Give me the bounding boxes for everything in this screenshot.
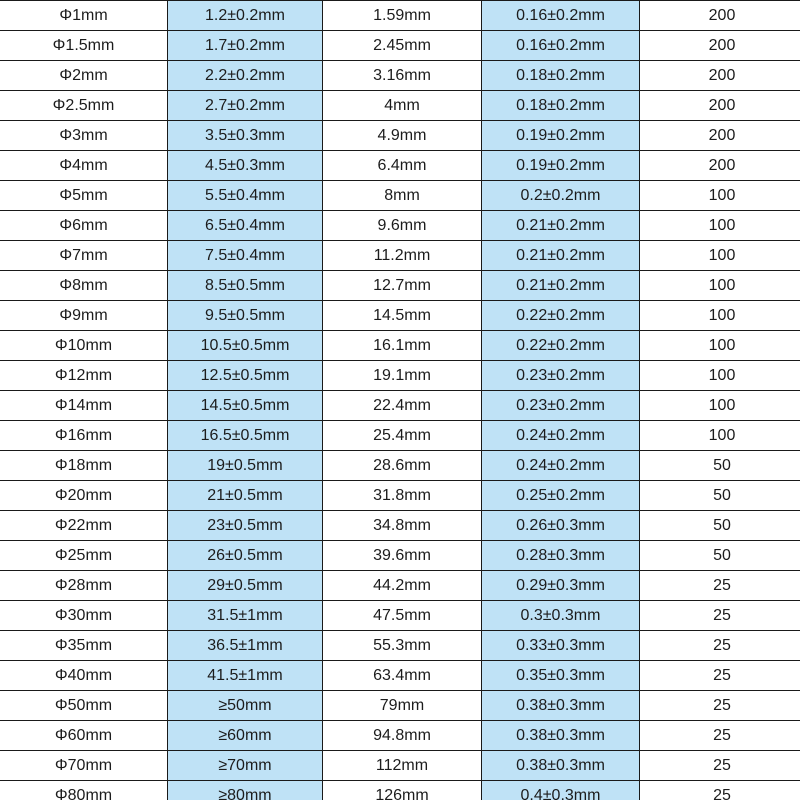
quantity-cell: 100: [640, 301, 800, 331]
thickness-cell: 0.18±0.2mm: [482, 91, 640, 121]
inner-diameter-cell: 1.7±0.2mm: [168, 31, 323, 61]
diameter-cell: Φ1mm: [0, 1, 168, 31]
thickness-cell: 0.29±0.3mm: [482, 571, 640, 601]
thickness-cell: 0.26±0.3mm: [482, 511, 640, 541]
table-row: [0, 271, 800, 301]
diameter-cell: Φ35mm: [0, 631, 168, 661]
quantity-cell: 200: [640, 1, 800, 31]
inner-diameter-cell: ≥70mm: [168, 751, 323, 781]
length-cell: 39.6mm: [323, 541, 482, 571]
table-row: [0, 691, 800, 721]
quantity-cell: 200: [640, 121, 800, 151]
table-row: [0, 31, 800, 61]
quantity-cell: 100: [640, 211, 800, 241]
thickness-cell: 0.19±0.2mm: [482, 151, 640, 181]
quantity-cell: 25: [640, 721, 800, 751]
inner-diameter-cell: 26±0.5mm: [168, 541, 323, 571]
thickness-cell: 0.35±0.3mm: [482, 661, 640, 691]
table-row: [0, 601, 800, 631]
quantity-cell: 100: [640, 421, 800, 451]
inner-diameter-cell: 16.5±0.5mm: [168, 421, 323, 451]
diameter-cell: Φ10mm: [0, 331, 168, 361]
inner-diameter-cell: 14.5±0.5mm: [168, 391, 323, 421]
inner-diameter-cell: 23±0.5mm: [168, 511, 323, 541]
inner-diameter-cell: 4.5±0.3mm: [168, 151, 323, 181]
diameter-cell: Φ22mm: [0, 511, 168, 541]
inner-diameter-cell: 2.7±0.2mm: [168, 91, 323, 121]
length-cell: 25.4mm: [323, 421, 482, 451]
inner-diameter-cell: 36.5±1mm: [168, 631, 323, 661]
quantity-cell: 100: [640, 181, 800, 211]
length-cell: 44.2mm: [323, 571, 482, 601]
inner-diameter-cell: 21±0.5mm: [168, 481, 323, 511]
table-row: [0, 631, 800, 661]
length-cell: 55.3mm: [323, 631, 482, 661]
inner-diameter-cell: 31.5±1mm: [168, 601, 323, 631]
table-row: [0, 1, 800, 31]
inner-diameter-cell: ≥60mm: [168, 721, 323, 751]
diameter-cell: Φ2.5mm: [0, 91, 168, 121]
quantity-cell: 25: [640, 601, 800, 631]
quantity-cell: 50: [640, 511, 800, 541]
inner-diameter-cell: 10.5±0.5mm: [168, 331, 323, 361]
thickness-cell: 0.28±0.3mm: [482, 541, 640, 571]
diameter-cell: Φ3mm: [0, 121, 168, 151]
quantity-cell: 200: [640, 91, 800, 121]
diameter-cell: Φ2mm: [0, 61, 168, 91]
length-cell: 14.5mm: [323, 301, 482, 331]
diameter-cell: Φ60mm: [0, 721, 168, 751]
inner-diameter-cell: 8.5±0.5mm: [168, 271, 323, 301]
diameter-cell: Φ40mm: [0, 661, 168, 691]
inner-diameter-cell: ≥80mm: [168, 781, 323, 800]
table-row: [0, 181, 800, 211]
inner-diameter-cell: 29±0.5mm: [168, 571, 323, 601]
table-row: [0, 151, 800, 181]
diameter-cell: Φ7mm: [0, 241, 168, 271]
length-cell: 4mm: [323, 91, 482, 121]
quantity-cell: 100: [640, 241, 800, 271]
quantity-cell: 25: [640, 631, 800, 661]
thickness-cell: 0.16±0.2mm: [482, 1, 640, 31]
thickness-cell: 0.38±0.3mm: [482, 721, 640, 751]
thickness-cell: 0.19±0.2mm: [482, 121, 640, 151]
quantity-cell: 100: [640, 331, 800, 361]
thickness-cell: 0.21±0.2mm: [482, 241, 640, 271]
diameter-cell: Φ14mm: [0, 391, 168, 421]
quantity-cell: 100: [640, 271, 800, 301]
table-row: [0, 301, 800, 331]
quantity-cell: 100: [640, 391, 800, 421]
thickness-cell: 0.16±0.2mm: [482, 31, 640, 61]
thickness-cell: 0.22±0.2mm: [482, 301, 640, 331]
table-row: [0, 391, 800, 421]
quantity-cell: 100: [640, 361, 800, 391]
diameter-cell: Φ9mm: [0, 301, 168, 331]
quantity-cell: 50: [640, 541, 800, 571]
length-cell: 94.8mm: [323, 721, 482, 751]
length-cell: 63.4mm: [323, 661, 482, 691]
diameter-cell: Φ4mm: [0, 151, 168, 181]
table-row: [0, 421, 800, 451]
inner-diameter-cell: 41.5±1mm: [168, 661, 323, 691]
diameter-cell: Φ8mm: [0, 271, 168, 301]
length-cell: 34.8mm: [323, 511, 482, 541]
table-row: [0, 121, 800, 151]
inner-diameter-cell: 6.5±0.4mm: [168, 211, 323, 241]
length-cell: 19.1mm: [323, 361, 482, 391]
length-cell: 31.8mm: [323, 481, 482, 511]
length-cell: 3.16mm: [323, 61, 482, 91]
table-row: [0, 91, 800, 121]
length-cell: 9.6mm: [323, 211, 482, 241]
diameter-cell: Φ70mm: [0, 751, 168, 781]
inner-diameter-cell: 19±0.5mm: [168, 451, 323, 481]
length-cell: 6.4mm: [323, 151, 482, 181]
diameter-cell: Φ5mm: [0, 181, 168, 211]
thickness-cell: 0.21±0.2mm: [482, 271, 640, 301]
thickness-cell: 0.25±0.2mm: [482, 481, 640, 511]
quantity-cell: 50: [640, 451, 800, 481]
quantity-cell: 25: [640, 691, 800, 721]
table-row: [0, 541, 800, 571]
diameter-cell: Φ12mm: [0, 361, 168, 391]
diameter-cell: Φ1.5mm: [0, 31, 168, 61]
table-row: [0, 481, 800, 511]
thickness-cell: 0.23±0.2mm: [482, 391, 640, 421]
quantity-cell: 200: [640, 31, 800, 61]
length-cell: 11.2mm: [323, 241, 482, 271]
table-row: [0, 781, 800, 800]
thickness-cell: 0.2±0.2mm: [482, 181, 640, 211]
quantity-cell: 50: [640, 481, 800, 511]
table-row: [0, 661, 800, 691]
thickness-cell: 0.22±0.2mm: [482, 331, 640, 361]
quantity-cell: 25: [640, 781, 800, 800]
quantity-cell: 25: [640, 571, 800, 601]
thickness-cell: 0.18±0.2mm: [482, 61, 640, 91]
inner-diameter-cell: 1.2±0.2mm: [168, 1, 323, 31]
table-row: [0, 571, 800, 601]
table-row: [0, 61, 800, 91]
thickness-cell: 0.24±0.2mm: [482, 451, 640, 481]
length-cell: 79mm: [323, 691, 482, 721]
diameter-cell: Φ30mm: [0, 601, 168, 631]
table-row: [0, 331, 800, 361]
thickness-cell: 0.24±0.2mm: [482, 421, 640, 451]
length-cell: 8mm: [323, 181, 482, 211]
thickness-cell: 0.3±0.3mm: [482, 601, 640, 631]
quantity-cell: 25: [640, 661, 800, 691]
thickness-cell: 0.23±0.2mm: [482, 361, 640, 391]
table-row: [0, 751, 800, 781]
inner-diameter-cell: 5.5±0.4mm: [168, 181, 323, 211]
diameter-cell: Φ50mm: [0, 691, 168, 721]
table-row: [0, 451, 800, 481]
diameter-cell: Φ18mm: [0, 451, 168, 481]
thickness-cell: 0.21±0.2mm: [482, 211, 640, 241]
length-cell: 2.45mm: [323, 31, 482, 61]
length-cell: 1.59mm: [323, 1, 482, 31]
length-cell: 112mm: [323, 751, 482, 781]
inner-diameter-cell: 9.5±0.5mm: [168, 301, 323, 331]
quantity-cell: 200: [640, 151, 800, 181]
diameter-cell: Φ28mm: [0, 571, 168, 601]
quantity-cell: 200: [640, 61, 800, 91]
thickness-cell: 0.33±0.3mm: [482, 631, 640, 661]
thickness-cell: 0.38±0.3mm: [482, 751, 640, 781]
length-cell: 28.6mm: [323, 451, 482, 481]
inner-diameter-cell: 3.5±0.3mm: [168, 121, 323, 151]
diameter-cell: Φ20mm: [0, 481, 168, 511]
inner-diameter-cell: 2.2±0.2mm: [168, 61, 323, 91]
thickness-cell: 0.38±0.3mm: [482, 691, 640, 721]
diameter-cell: Φ16mm: [0, 421, 168, 451]
length-cell: 4.9mm: [323, 121, 482, 151]
length-cell: 12.7mm: [323, 271, 482, 301]
table-row: [0, 241, 800, 271]
inner-diameter-cell: 12.5±0.5mm: [168, 361, 323, 391]
inner-diameter-cell: ≥50mm: [168, 691, 323, 721]
length-cell: 47.5mm: [323, 601, 482, 631]
table-row: [0, 721, 800, 751]
table-row: [0, 511, 800, 541]
length-cell: 16.1mm: [323, 331, 482, 361]
table-row: [0, 361, 800, 391]
length-cell: 126mm: [323, 781, 482, 800]
thickness-cell: 0.4±0.3mm: [482, 781, 640, 800]
diameter-cell: Φ6mm: [0, 211, 168, 241]
length-cell: 22.4mm: [323, 391, 482, 421]
diameter-cell: Φ25mm: [0, 541, 168, 571]
diameter-cell: Φ80mm: [0, 781, 168, 800]
table-row: [0, 211, 800, 241]
quantity-cell: 25: [640, 751, 800, 781]
inner-diameter-cell: 7.5±0.4mm: [168, 241, 323, 271]
